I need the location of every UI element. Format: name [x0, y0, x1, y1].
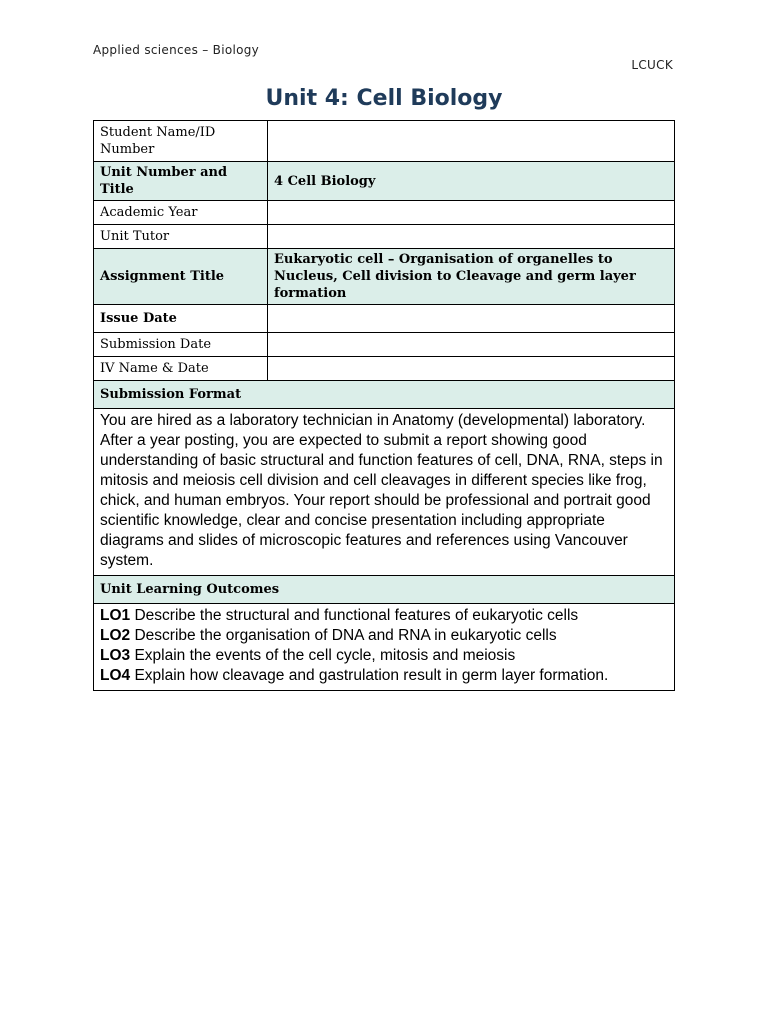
learning-outcome-text: Explain the events of the cell cycle, mitosis and meiosis	[130, 647, 516, 664]
learning-outcome-code: LO1	[100, 607, 131, 624]
learning-outcomes-heading: Unit Learning Outcomes	[94, 576, 675, 604]
learning-outcome-code: LO3	[100, 647, 131, 664]
row-unit	[94, 162, 675, 201]
issue-value	[268, 305, 675, 333]
page-title: Unit 4: Cell Biology	[265, 86, 503, 111]
learning-outcome-text: Describe the structural and functional features of eukaryotic cells	[130, 607, 579, 624]
learning-outcome-code: LO4	[100, 667, 131, 684]
student-value	[268, 121, 675, 162]
iv-label: IV Name & Date	[94, 357, 268, 381]
row-tutor	[94, 225, 675, 249]
year-value	[268, 201, 675, 225]
issue-label: Issue Date	[94, 305, 268, 333]
row-learning-outcomes-heading	[94, 576, 675, 604]
row-iv	[94, 357, 675, 381]
learning-outcome-text: Describe the organisation of DNA and RNA in eukaryotic cells	[130, 627, 557, 644]
assignment-label: Assignment Title	[94, 249, 268, 305]
learning-outcome-item	[100, 606, 668, 626]
unit-label: Unit Number and Title	[94, 162, 268, 201]
row-submission-format-body	[94, 409, 675, 576]
iv-value	[268, 357, 675, 381]
tutor-label: Unit Tutor	[94, 225, 268, 249]
year-label: Academic Year	[94, 201, 268, 225]
learning-outcomes-list	[94, 604, 675, 691]
learning-outcome-item	[100, 626, 668, 646]
submission-format-heading: Submission Format	[94, 381, 675, 409]
row-submission	[94, 333, 675, 357]
row-submission-format-heading	[94, 381, 675, 409]
tutor-value	[268, 225, 675, 249]
header-author: LCUCK	[631, 58, 673, 72]
row-year	[94, 201, 675, 225]
unit-value: 4 Cell Biology	[268, 162, 675, 201]
row-assignment	[94, 249, 675, 305]
submission-label: Submission Date	[94, 333, 268, 357]
learning-outcome-text: Explain how cleavage and gastrulation result in germ layer formation.	[130, 667, 609, 684]
learning-outcome-code: LO2	[100, 627, 131, 644]
assignment-value: Eukaryotic cell – Organisation of organelles to Nucleus, Cell division to Cleavage and germ layer formation	[268, 249, 675, 305]
row-student	[94, 121, 675, 162]
row-issue	[94, 305, 675, 333]
learning-outcome-item	[100, 646, 668, 666]
header-subject: Applied sciences – Biology	[93, 43, 260, 57]
submission-value	[268, 333, 675, 357]
row-learning-outcomes	[94, 604, 675, 691]
assignment-brief-table	[93, 120, 675, 691]
learning-outcome-item	[100, 666, 668, 686]
submission-format-body: You are hired as a laboratory technician in Anatomy (developmental) laboratory. After a year posting, you are expected to submit a report showing good understanding of basic structural and function features of cell, DNA, RNA, steps in mitosis and meiosis cell division and cell cleavages in different species like frog, chick, and human embryos. Your report should be professional and portrait good scientific knowledge, clear and concise presentation including appropriate diagrams and slides of microscopic features and references using Vancouver system.	[94, 409, 675, 576]
student-label: Student Name/ID Number	[94, 121, 268, 162]
